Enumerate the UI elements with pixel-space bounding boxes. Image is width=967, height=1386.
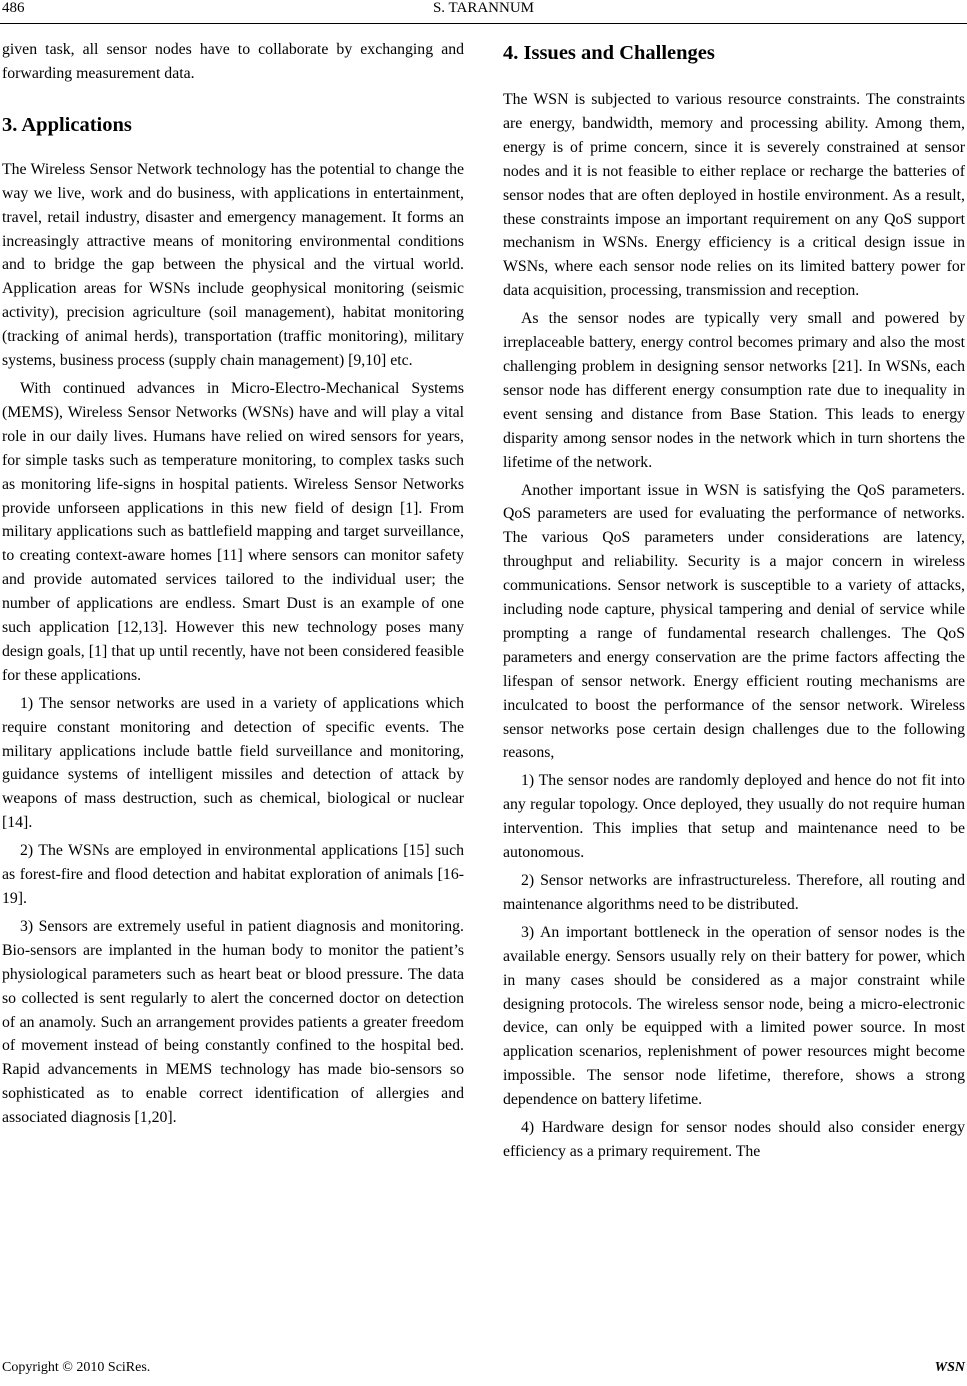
body-paragraph: 2) Sensor networks are infrastructureless. Therefore, all routing and maintenance algorithms need to be distributed. <box>503 872 965 913</box>
body-paragraph: The WSN is subjected to various resource constraints. The constraints are energy, bandwidth, memory and processing ability. Among them, energy is of prime concern, since it is severely constrained at sensor nodes and it is not feasible to either replace or recharge the batteries of sensor nodes that are often deployed in hostile environment. As a result, these constraints impose an important requirement on any QoS support mechanism in WSNs. Energy efficiency is a critical design issue in WSNs, where each sensor node relies on its limited battery power for data acquisition, processing, transmission and reception. <box>503 91 965 300</box>
body-paragraph: 4) Hardware design for sensor nodes should also consider energy efficiency as a primary requirement. The <box>503 1119 965 1160</box>
body-paragraph: 3) An important bottleneck in the operation of sensor nodes is the available energy. Sensors usually rely on their battery for power, which in many cases should be considered as a major constraint while designing protocols. The wireless sensor node, being a micro-electronic device, can only be equipped with a limited power source. In most application scenarios, replenishment of power resources might become impossible. The sensor node lifetime, therefore, shows a strong dependence on battery lifetime. <box>503 923 965 1109</box>
body-paragraph: 2) The WSNs are employed in environmental applications [15] such as forest-fire and flood detection and habitat exploration of animals [16-19]. <box>2 842 464 907</box>
page-header <box>0 0 967 22</box>
body-paragraph: Another important issue in WSN is satisfying the QoS parameters. QoS parameters are used for evaluating the performance of networks. The various QoS parameters under considerations are latency, throughput and reliability. Security is a major concern in wireless communications. Sensor network is susceptible to a variety of attacks, including node capture, physical tampering and denial of service while prompting a range of fundamental research challenges. The QoS parameters and energy conservation are the prime factors affecting the lifespan of sensor network. Energy efficient routing mechanisms are inculcated to boost the performance of the sensor network. Wireless sensor networks pose certain design challenges due to the following reasons, <box>503 481 965 762</box>
left-column <box>2 38 464 1134</box>
right-column <box>503 38 965 1168</box>
body-paragraph: 1) The sensor networks are used in a variety of applications which require constant monitoring and detection of specific events. The military applications include battle field surveillance and monitoring, guidance systems of intelligent missiles and detection of attack by weapons of mass destruction, such as chemical, biological or nuclear [14]. <box>2 694 464 832</box>
continued-paragraph: given task, all sensor nodes have to collaborate by exchanging and forwarding measurement data. <box>2 41 464 82</box>
running-author: S. TARANNUM <box>432 0 535 16</box>
copyright-notice: Copyright © 2010 SciRes. <box>2 1360 151 1375</box>
body-paragraph: 3) Sensors are extremely useful in patient diagnosis and monitoring. Bio-sensors are implanted in the human body to monitor the patient’s physiological parameters such as heart beat or blood pressure. The data so collected is sent regularly to alert the concerned doctor on detection of an anamoly. Such an arrangement provides patients a greater freedom of movement instead of being constantly confined to the hospital bed. Rapid advancements in MEMS technology has made bio-sensors so sophisticated as to enable correct identification of allergies and associated diagnosis [1,20]. <box>2 917 464 1127</box>
section-heading-issues: 4. Issues and Challenges <box>503 42 715 64</box>
body-paragraph: 1) The sensor nodes are randomly deployed and hence do not fit into any regular topology. Once deployed, they usually do not require human intervention. This implies that setup and maintenance need to be autonomous. <box>503 772 965 862</box>
page-number: 486 <box>2 0 25 16</box>
journal-name: WSN <box>934 1360 965 1375</box>
body-paragraph: As the sensor nodes are typically very small and powered by irreplaceable battery, energy control becomes primary and also the most challenging problem in designing sensor networks [21]. In WSNs, each sensor node has different energy consumption rate due to inequality in event sensing and distance from Base Station. This leads to energy disparity among sensor nodes in the network which in turn shortens the lifetime of the network. <box>503 310 965 471</box>
body-paragraph: The Wireless Sensor Network technology has the potential to change the way we live, work and do business, with applications in entertainment, travel, retail industry, disaster and emergency management. It forms an increasingly attractive means of monitoring environmental conditions and to bridge the gap between the physical and the virtual world. Application areas for WSNs include geophysical monitoring (seismic activity), precision agriculture (soil management), habitat monitoring (tracking of animal herds), transportation (traffic monitoring), military systems, business process (supply chain management) [9,10] etc. <box>2 160 464 370</box>
header-rule <box>0 23 967 24</box>
section-heading-applications: 3. Applications <box>2 113 132 136</box>
body-paragraph: With continued advances in Micro-Electro-Mechanical Systems (MEMS), Wireless Sensor Networks (WSNs) have and will play a vital role in our daily lives. Humans have relied on wired sensors for years, for simple tasks such as temperature monitoring, to complex tasks such as monitoring life-signs in hospital patients. Wireless Sensor Networks provide unforseen applications in this new field of design [1]. From military applications such as battlefield mapping and target surveillance, to creating context-aware homes [11] where sensors can monitor safety and provide automated services tailored to the individual user; the number of applications are endless. Smart Dust is an example of one such application [12,13]. However this new technology poses many design goals, [1] that up until recently, have not been considered feasible for these applications. <box>2 379 464 684</box>
